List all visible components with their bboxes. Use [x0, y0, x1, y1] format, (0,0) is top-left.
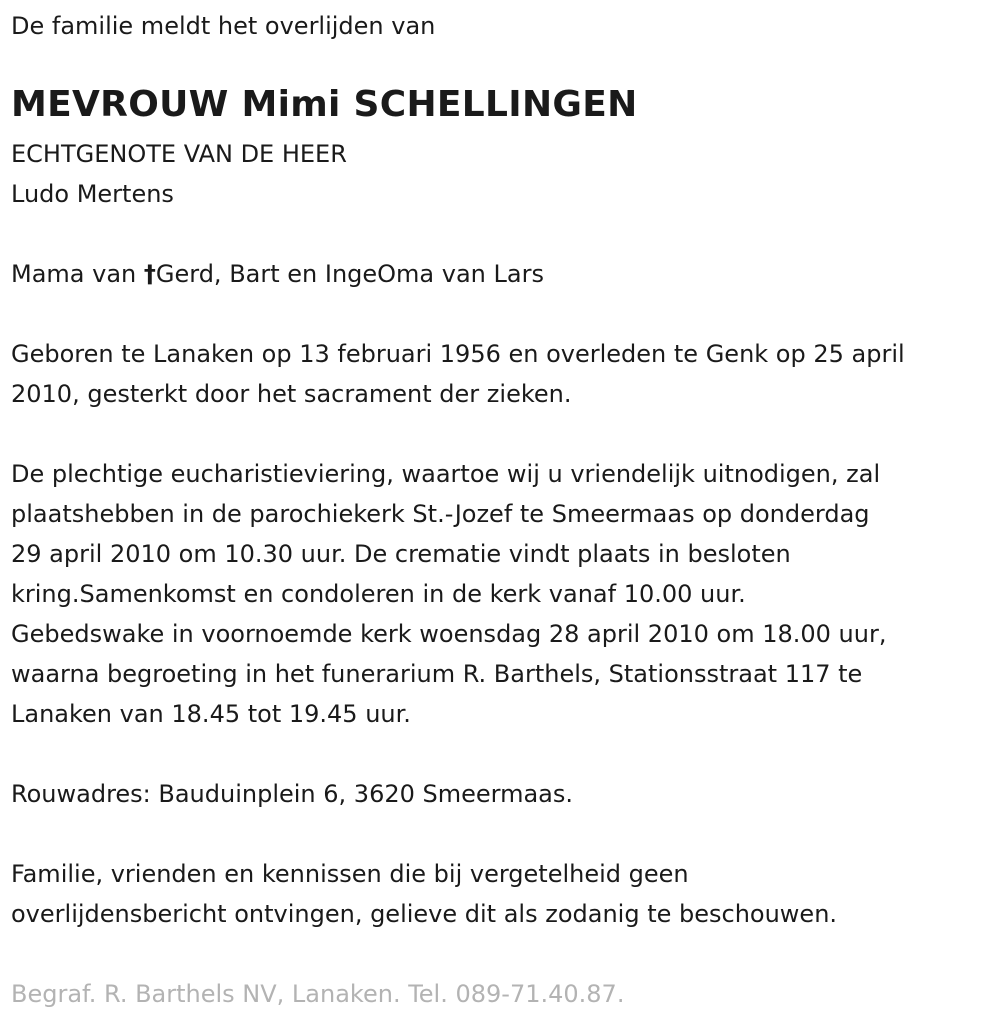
children-prefix: Mama van [11, 260, 144, 288]
ceremony-line: waarna begroeting in het funerarium R. Barthels, Stationsstraat 117 te [11, 660, 863, 688]
ceremony-line: De plechtige eucharistieviering, waartoe wij u vriendelijk uitnodigen, zal [11, 460, 881, 488]
deceased-name: MEVROUW Mimi SCHELLINGEN [11, 84, 638, 125]
address-block [11, 774, 573, 814]
ceremony-paragraph [11, 454, 886, 734]
spouse-name: Ludo Mertens [11, 180, 174, 208]
birth-paragraph [11, 334, 905, 414]
children-names: Gerd, Bart en IngeOma van Lars [155, 260, 544, 288]
cross-icon: † [143, 260, 156, 288]
ceremony-line: kring.Samenkomst en condoleren in de kerk vanaf 10.00 uur. [11, 580, 746, 608]
birth-line: Geboren te Lanaken op 13 februari 1956 en overleden te Genk op 25 april [11, 340, 905, 368]
notice-line: overlijdensbericht ontvingen, gelieve dit als zodanig te beschouwen. [11, 900, 838, 928]
ceremony-line: Lanaken van 18.45 tot 19.45 uur. [11, 700, 411, 728]
spouse-block [11, 134, 347, 214]
children-block [11, 254, 544, 294]
ceremony-line: 29 april 2010 om 10.30 uur. De crematie vindt plaats in besloten [11, 540, 791, 568]
intro-text: De familie meldt het overlijden van [11, 12, 436, 40]
birth-line: 2010, gesterkt door het sacrament der zieken. [11, 380, 572, 408]
notice-line: Familie, vrienden en kennissen die bij vergetelheid geen [11, 860, 689, 888]
funeral-home-footer: Begraf. R. Barthels NV, Lanaken. Tel. 089-71.40.87. [11, 980, 625, 1008]
children-line [11, 254, 544, 294]
notice-paragraph [11, 854, 837, 934]
spouse-title: ECHTGENOTE VAN DE HEER [11, 140, 347, 168]
ceremony-line: Gebedswake in voornoemde kerk woensdag 28 april 2010 om 18.00 uur, [11, 620, 887, 648]
mourning-address: Rouwadres: Bauduinplein 6, 3620 Smeermaas. [11, 780, 574, 808]
ceremony-line: plaatshebben in de parochiekerk St.-Jozef te Smeermaas op donderdag [11, 500, 870, 528]
